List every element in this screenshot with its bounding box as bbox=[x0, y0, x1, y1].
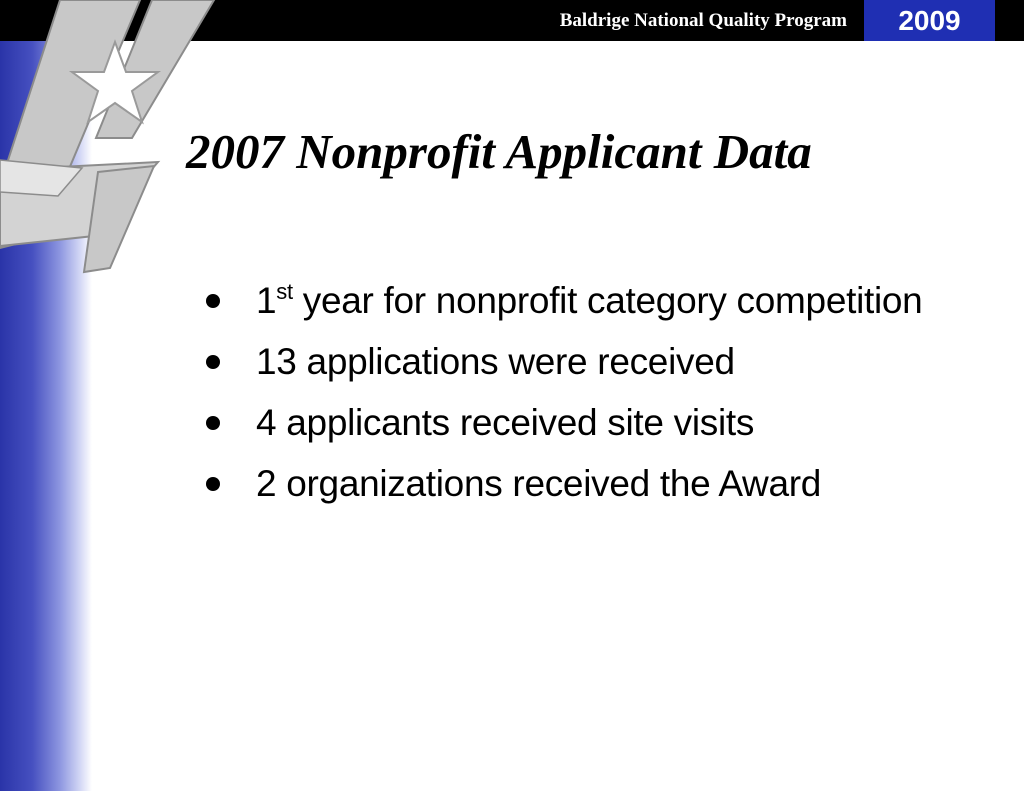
bullet-item-award bbox=[198, 453, 922, 514]
bullet-dot-icon bbox=[206, 294, 220, 308]
year-badge: 2009 bbox=[864, 0, 995, 41]
bullet-dot-icon bbox=[206, 355, 220, 369]
bullet-text: 13 applications were received bbox=[256, 340, 735, 382]
bullet-item-applications bbox=[198, 331, 922, 392]
program-name: Baldrige National Quality Program bbox=[559, 10, 847, 31]
bullet-text bbox=[256, 279, 922, 323]
bullet-list bbox=[198, 270, 922, 514]
bullet-item-site-visits bbox=[198, 392, 922, 453]
bullet-item-first-year bbox=[198, 270, 922, 331]
bullet-dot-icon bbox=[206, 477, 220, 491]
slide-title: 2007 Nonprofit Applicant Data bbox=[186, 124, 812, 179]
bullet-text: 2 organizations received the Award bbox=[256, 462, 822, 504]
bullet-text-remainder: year for nonprofit category competition bbox=[292, 279, 923, 321]
bullet-dot-icon bbox=[206, 416, 220, 430]
ordinal-number: 1 bbox=[256, 279, 277, 321]
ordinal-suffix: st bbox=[276, 278, 293, 304]
bullet-text: 4 applicants received site visits bbox=[256, 401, 755, 443]
